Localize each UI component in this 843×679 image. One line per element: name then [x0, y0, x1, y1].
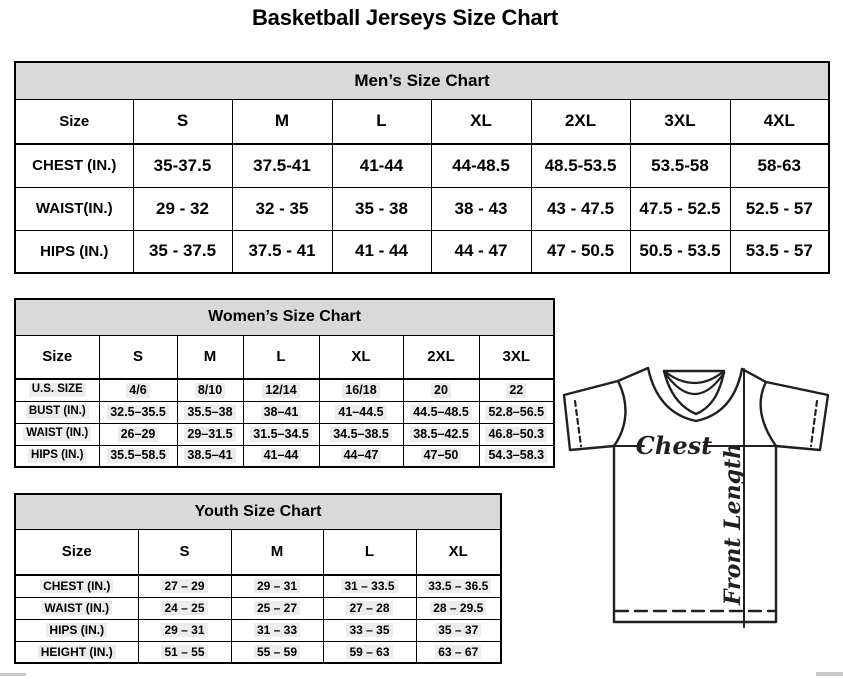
cell-text: HEIGHT (IN.): [38, 645, 116, 659]
cell-text: 29 – 31: [161, 623, 207, 637]
cell-value: [323, 597, 416, 619]
cell-text: 47–50: [421, 448, 462, 463]
cell-text: HIPS (IN.): [46, 623, 107, 637]
cell-value: [403, 401, 479, 423]
cell-value: [319, 401, 403, 423]
cell-text: 55 – 59: [254, 645, 300, 659]
cell-text: 44–47: [341, 448, 382, 463]
armhole-seam-left: [614, 381, 625, 446]
mens-size-col-4xl: 4XL: [730, 99, 829, 144]
youth-height-row: [15, 641, 501, 663]
cell-text: 38–41: [261, 405, 302, 420]
cell-value: [177, 445, 243, 467]
cell-value: [403, 445, 479, 467]
cell-value: [138, 575, 231, 597]
cell-value: 47.5 - 52.5: [630, 187, 730, 230]
cell-value: [416, 597, 501, 619]
cell-value: [479, 445, 554, 467]
cell-text: 8/10: [195, 383, 225, 398]
cell-value: 58-63: [730, 144, 829, 187]
cell-text: BUST (IN.): [26, 405, 89, 419]
cell-value: 29 - 32: [133, 187, 232, 230]
cell-value: [243, 379, 319, 401]
youth-size-label: Size: [15, 529, 138, 575]
youth-size-col-xl: XL: [416, 529, 501, 575]
cell-text: 38.5–42.5: [410, 427, 472, 442]
mens-waist-row: [15, 187, 829, 230]
cell-value: [319, 445, 403, 467]
cell-text: 31 – 33: [254, 623, 300, 637]
cell-value: [319, 423, 403, 445]
cell-text: 54.3–58.3: [485, 448, 547, 463]
cell-value: 41-44: [332, 144, 431, 187]
cell-value: 38 - 43: [431, 187, 531, 230]
cell-text: 33 – 35: [346, 623, 392, 637]
youth-table-title: Youth Size Chart: [15, 494, 501, 529]
cell-text: 12/14: [262, 383, 299, 398]
mens-size-col-l: L: [332, 99, 431, 144]
cell-text: 28 – 29.5: [430, 601, 486, 615]
cell-text: 4/6: [126, 383, 149, 398]
jersey-diagram-svg: [556, 356, 838, 656]
cell-value: 44 - 47: [431, 230, 531, 273]
womens-size-col-s: S: [99, 335, 177, 379]
womens-us-size-row: [15, 379, 554, 401]
cell-text: 46.8–50.3: [485, 427, 547, 442]
cell-value: [243, 401, 319, 423]
cell-value: [479, 401, 554, 423]
cell-text: 20: [431, 383, 451, 398]
womens-size-table: [14, 298, 555, 468]
cell-value: [243, 445, 319, 467]
cell-value: [99, 401, 177, 423]
cell-value: 37.5-41: [232, 144, 332, 187]
cell-value: 32 - 35: [232, 187, 332, 230]
cell-value: [319, 379, 403, 401]
womens-bust-row: [15, 401, 554, 423]
row-label: [15, 575, 138, 597]
cell-text: 22: [506, 383, 526, 398]
youth-size-table: [14, 493, 502, 664]
cell-value: [138, 619, 231, 641]
cell-value: [416, 575, 501, 597]
cell-value: [323, 619, 416, 641]
cell-value: [231, 597, 323, 619]
cell-value: [479, 379, 554, 401]
row-label: [15, 401, 99, 423]
cell-text: 35 – 37: [435, 623, 481, 637]
cell-text: 33.5 – 36.5: [425, 579, 491, 593]
womens-size-col-3xl: 3XL: [479, 335, 554, 379]
cell-value: [177, 379, 243, 401]
cell-value: [479, 423, 554, 445]
cell-text: 41–44: [261, 448, 302, 463]
mens-size-table: [14, 61, 830, 274]
sleeve-cuff-dashed-right: [811, 401, 817, 446]
jersey-outline: [564, 368, 828, 622]
cell-text: U.S. SIZE: [29, 383, 86, 397]
cell-text: 27 – 29: [161, 579, 207, 593]
cell-text: 41–44.5: [335, 405, 386, 420]
cell-text: 32.5–35.5: [107, 405, 169, 420]
row-label: [15, 445, 99, 467]
jersey-measurement-diagram: [556, 356, 838, 656]
youth-hips-row: [15, 619, 501, 641]
cell-value: 44-48.5: [431, 144, 531, 187]
row-label: [15, 423, 99, 445]
front-length-label: Front Length: [720, 442, 746, 606]
mens-size-col-xl: XL: [431, 99, 531, 144]
cell-value: 48.5-53.5: [531, 144, 630, 187]
cell-value: [138, 641, 231, 663]
cell-value: 50.5 - 53.5: [630, 230, 730, 273]
cell-value: [99, 445, 177, 467]
cell-text: 29 – 31: [254, 579, 300, 593]
womens-size-label: Size: [15, 335, 99, 379]
mens-table-title: Men’s Size Chart: [15, 62, 829, 99]
page-title: Basketball Jerseys Size Chart: [251, 5, 559, 30]
cell-value: [138, 597, 231, 619]
womens-table-title: Women’s Size Chart: [15, 299, 554, 335]
cell-value: [177, 401, 243, 423]
cell-text: WAIST (IN.): [41, 601, 112, 615]
cell-value: [99, 379, 177, 401]
youth-chest-row: [15, 575, 501, 597]
cell-value: 47 - 50.5: [531, 230, 630, 273]
mens-size-col-2xl: 2XL: [531, 99, 630, 144]
youth-size-col-m: M: [231, 529, 323, 575]
youth-size-col-l: L: [323, 529, 416, 575]
mens-hips-row: [15, 230, 829, 273]
cell-text: 59 – 63: [346, 645, 392, 659]
cell-value: 53.5-58: [630, 144, 730, 187]
cell-value: 41 - 44: [332, 230, 431, 273]
row-label: [15, 641, 138, 663]
womens-size-col-l: L: [243, 335, 319, 379]
cell-text: WAIST (IN.): [23, 427, 91, 441]
cell-value: [416, 641, 501, 663]
cell-text: 27 – 28: [346, 601, 392, 615]
cell-text: 44.5–48.5: [410, 405, 472, 420]
womens-hips-row: [15, 445, 554, 467]
cell-value: [231, 641, 323, 663]
chest-label: Chest: [635, 431, 713, 460]
row-label: [15, 619, 138, 641]
womens-size-col-xl: XL: [319, 335, 403, 379]
cropped-edge-artifact-right: [816, 672, 843, 676]
cell-text: 52.8–56.5: [485, 405, 547, 420]
row-label: WAIST(IN.): [15, 187, 133, 230]
cell-text: 25 – 27: [254, 601, 300, 615]
mens-size-label: Size: [15, 99, 133, 144]
cell-value: [323, 575, 416, 597]
mens-chest-row: [15, 144, 829, 187]
youth-size-col-s: S: [138, 529, 231, 575]
cell-value: [243, 423, 319, 445]
womens-size-col-m: M: [177, 335, 243, 379]
armhole-seam-right: [761, 382, 776, 446]
youth-waist-row: [15, 597, 501, 619]
cell-text: 16/18: [342, 383, 379, 398]
cell-text: 35.5–38: [184, 405, 235, 420]
cell-text: 29–31.5: [184, 427, 235, 442]
womens-waist-row: [15, 423, 554, 445]
row-label: [15, 379, 99, 401]
cell-value: [403, 379, 479, 401]
row-label: HIPS (IN.): [15, 230, 133, 273]
cell-value: 52.5 - 57: [730, 187, 829, 230]
cell-value: 43 - 47.5: [531, 187, 630, 230]
cell-text: 63 – 67: [435, 645, 481, 659]
cropped-edge-artifact-left: [0, 673, 26, 676]
mens-size-col-m: M: [232, 99, 332, 144]
cell-text: 51 – 55: [161, 645, 207, 659]
cell-value: 37.5 - 41: [232, 230, 332, 273]
mens-size-col-3xl: 3XL: [630, 99, 730, 144]
cell-text: 35.5–58.5: [107, 448, 169, 463]
cell-value: 35 - 38: [332, 187, 431, 230]
cell-text: CHEST (IN.): [40, 579, 113, 593]
cell-value: [323, 641, 416, 663]
cell-value: [99, 423, 177, 445]
cell-text: HIPS (IN.): [28, 449, 86, 463]
cell-text: 38.5–41: [184, 448, 235, 463]
sleeve-cuff-dashed-left: [575, 401, 581, 446]
cell-text: 31.5–34.5: [250, 427, 312, 442]
cell-value: [403, 423, 479, 445]
cell-value: 35-37.5: [133, 144, 232, 187]
mens-size-col-s: S: [133, 99, 232, 144]
cell-value: [416, 619, 501, 641]
cell-text: 31 – 33.5: [341, 579, 397, 593]
cell-value: 53.5 - 57: [730, 230, 829, 273]
cell-value: [231, 619, 323, 641]
cell-value: 35 - 37.5: [133, 230, 232, 273]
cell-value: [177, 423, 243, 445]
cell-text: 24 – 25: [161, 601, 207, 615]
row-label: [15, 597, 138, 619]
cell-text: 34.5–38.5: [330, 427, 392, 442]
womens-size-col-2xl: 2XL: [403, 335, 479, 379]
cell-text: 26–29: [118, 427, 159, 442]
cell-value: [231, 575, 323, 597]
row-label: CHEST (IN.): [15, 144, 133, 187]
